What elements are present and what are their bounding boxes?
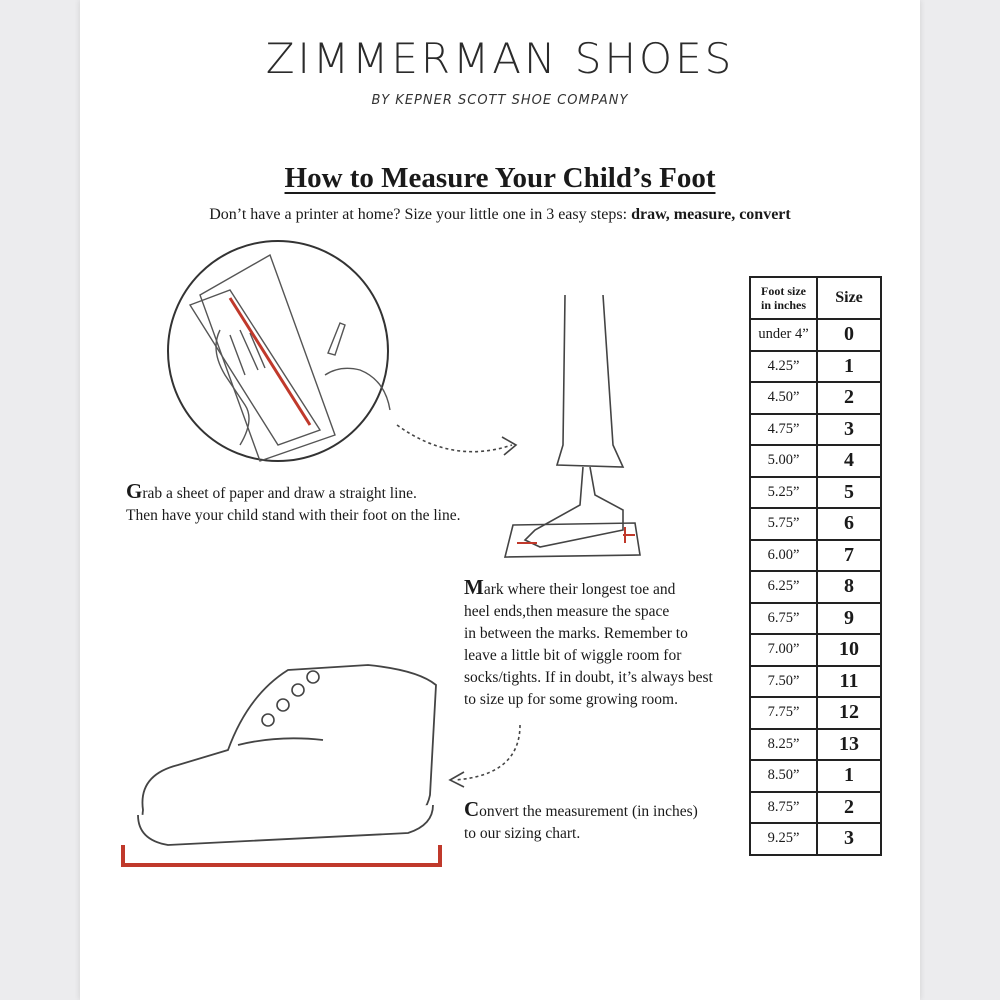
table-row [750, 697, 881, 729]
step-measure-line: in between the marks. Remember to [464, 625, 688, 642]
step-draw-line1: rab a sheet of paper and draw a straight line. [142, 485, 417, 502]
page-title: How to Measure Your Child’s Foot [284, 162, 716, 194]
size-cell: 5 [817, 477, 881, 509]
size-cell: 6 [817, 508, 881, 540]
step-measure-initial: M [464, 575, 484, 599]
step-measure-line: heel ends,then measure the space [464, 603, 670, 620]
header-foot-size-line2: in inches [760, 298, 806, 312]
foot-inches-cell: 6.75” [750, 603, 817, 635]
page-title-wrap [80, 162, 920, 195]
step-measure-line: leave a little bit of wiggle room for [464, 647, 682, 664]
size-cell: 1 [817, 351, 881, 383]
step-measure-line: socks/tights. If in doubt, it’s always best [464, 669, 713, 686]
table-row [750, 351, 881, 383]
foot-inches-cell: 8.25” [750, 729, 817, 761]
foot-inches-cell: 5.00” [750, 445, 817, 477]
step-draw-initial: G [126, 479, 143, 503]
size-cell: 4 [817, 445, 881, 477]
foot-inches-cell: 8.50” [750, 760, 817, 792]
step-measure [464, 576, 749, 711]
foot-inches-cell: 7.00” [750, 634, 817, 666]
step-draw [126, 480, 506, 527]
table-row [750, 603, 881, 635]
size-cell: 11 [817, 666, 881, 698]
table-row [750, 382, 881, 414]
foot-inches-cell: 7.50” [750, 666, 817, 698]
table-row [750, 792, 881, 824]
table-row [750, 666, 881, 698]
table-row [750, 571, 881, 603]
size-cell: 9 [817, 603, 881, 635]
header-foot-size [750, 277, 817, 319]
header-foot-size-line1: Foot size [761, 284, 806, 298]
brand-tagline: BY KEPNER SCOTT SHOE COMPANY [371, 93, 629, 108]
drawing-line-illustration [160, 235, 400, 475]
step-convert-line1: onvert the measurement (in inches) [479, 803, 698, 820]
size-cell: 2 [817, 382, 881, 414]
intro-text [80, 206, 920, 224]
foot-inches-cell: 6.25” [750, 571, 817, 603]
size-cell: 7 [817, 540, 881, 572]
foot-on-paper-illustration [495, 285, 665, 565]
foot-inches-cell: 9.25” [750, 823, 817, 855]
step-convert [464, 798, 744, 845]
size-chart-table [749, 276, 882, 856]
table-row [750, 823, 881, 855]
size-cell: 1 [817, 760, 881, 792]
foot-inches-cell: 6.00” [750, 540, 817, 572]
table-row [750, 319, 881, 351]
foot-inches-cell: 4.75” [750, 414, 817, 446]
brand-name: ZIMMERMAN SHOES [265, 34, 735, 83]
table-row [750, 634, 881, 666]
foot-inches-cell: 7.75” [750, 697, 817, 729]
header-size: Size [817, 277, 881, 319]
size-cell: 3 [817, 414, 881, 446]
foot-inches-cell: 8.75” [750, 792, 817, 824]
step-measure-line: ark where their longest toe and [483, 581, 676, 598]
arrow-to-shoe-icon [440, 720, 530, 790]
step-draw-line2: Then have your child stand with their foot on the line. [126, 507, 461, 524]
shoe-illustration [118, 655, 448, 875]
size-cell: 2 [817, 792, 881, 824]
size-cell: 3 [817, 823, 881, 855]
table-row [750, 729, 881, 761]
foot-inches-cell: 5.75” [750, 508, 817, 540]
table-row [750, 477, 881, 509]
table-row [750, 760, 881, 792]
table-row [750, 445, 881, 477]
size-cell: 0 [817, 319, 881, 351]
step-convert-initial: C [464, 797, 480, 821]
size-chart-header-row [750, 277, 881, 319]
table-row [750, 540, 881, 572]
size-cell: 13 [817, 729, 881, 761]
size-cell: 12 [817, 697, 881, 729]
table-row [750, 414, 881, 446]
foot-inches-cell: 4.50” [750, 382, 817, 414]
foot-inches-cell: 4.25” [750, 351, 817, 383]
foot-inches-cell: 5.25” [750, 477, 817, 509]
step-measure-line: to size up for some growing room. [464, 691, 678, 708]
foot-inches-cell: under 4” [750, 319, 817, 351]
intro-plain: Don’t have a printer at home? Size your little one in 3 easy steps: [209, 206, 628, 223]
table-row [750, 508, 881, 540]
intro-bold-steps: draw, measure, convert [631, 206, 791, 223]
size-cell: 8 [817, 571, 881, 603]
step-convert-line2: to our sizing chart. [464, 825, 581, 842]
size-cell: 10 [817, 634, 881, 666]
